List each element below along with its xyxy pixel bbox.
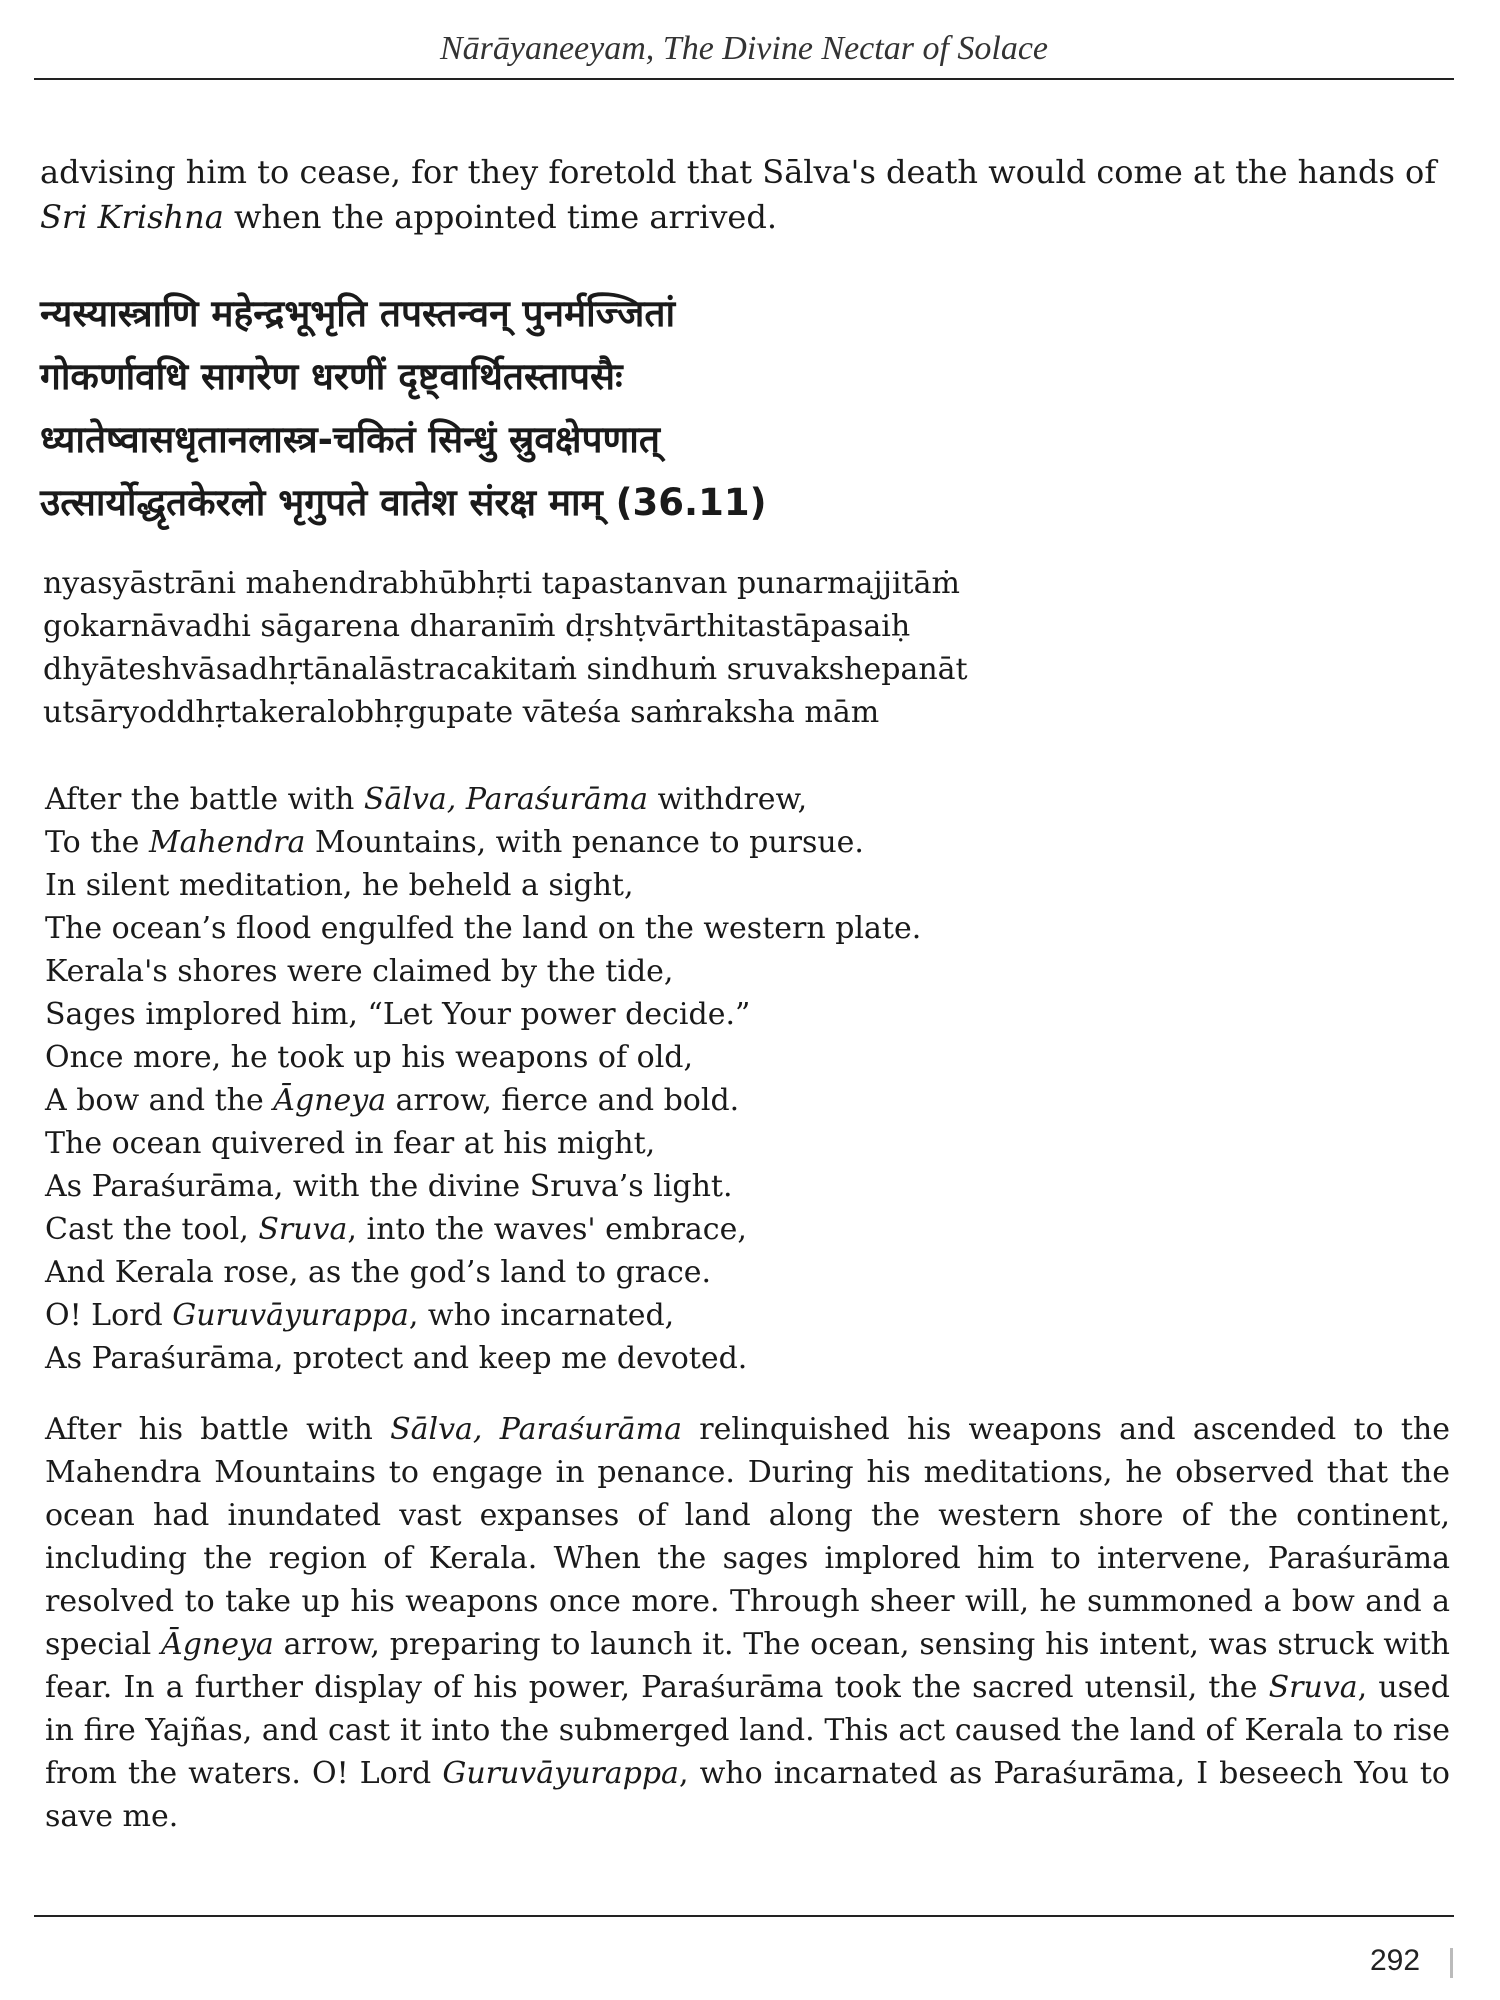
verse-line: Once more, he took up his weapons of old, xyxy=(45,1040,694,1075)
page-edge-mark xyxy=(1450,1948,1453,1978)
verse-line: The ocean quivered in fear at his might, xyxy=(45,1126,656,1161)
sanskrit-line: गोकर्णावधि सागरेण धरणीं दृष्ट्वार्थितस्तापसैः xyxy=(40,355,623,398)
sanskrit-line: ध्यातेष्वासधृतानलास्त्र-चकितं सिन्धुं स्रुवक्षेपणात् xyxy=(40,418,660,461)
footer-rule xyxy=(34,1915,1454,1917)
verse-line: O! Lord Guruvāyurappa, who incarnated, xyxy=(45,1298,675,1333)
verse-line: And Kerala rose, as the god’s land to grace. xyxy=(45,1255,712,1290)
transliteration-line: nyasyāstrāni mahendrabhūbhṛti tapastanvan punarmajjitāṁ xyxy=(43,566,960,601)
verse-line: Sages implored him, “Let Your power decide.” xyxy=(45,997,751,1032)
verse-line: As Paraśurāma, with the divine Sruva’s light. xyxy=(45,1169,733,1204)
verse-line: A bow and the Āgneya arrow, fierce and bold. xyxy=(45,1083,740,1118)
verse-line: Cast the tool, Sruva, into the waves' embrace, xyxy=(45,1212,747,1247)
prose-paragraph: After his battle with Sālva, Paraśurāma relinquished his weapons and ascended to the Mahendra Mountains to engage in penance. During his meditations, he observed that the ocean had inundated vast expanses of land along the western shore of the continent, including the region of Kerala. When the sages implored him to intervene, Paraśurāma resolved to take up his weapons once more. Through sheer will, he summoned a bow and a special Āgneya arrow, preparing to launch it. The ocean, sensing his intent, was struck with fear. In a further display of his power, Paraśurāma took the sacred utensil, the Sruva, used in fire Yajñas, and cast it into the submerged land. This act caused the land of Kerala to rise from the waters. O! Lord Guruvāyurappa, who incarnated as Paraśurāma, I beseech You to save me. xyxy=(45,1412,1450,1834)
page-number: 292 xyxy=(1370,1944,1421,1977)
verse-line: After the battle with Sālva, Paraśurāma withdrew, xyxy=(45,782,808,817)
verse-line: In silent meditation, he beheld a sight, xyxy=(45,868,634,903)
running-header: Nārāyaneeyam, The Divine Nectar of Solace xyxy=(439,30,1049,67)
verse-line: The ocean’s flood engulfed the land on the western plate. xyxy=(45,911,922,946)
transliteration-line: gokarnāvadhi sāgarena dharanīṁ dṛshṭvārthitastāpasaiḥ xyxy=(43,609,911,644)
sanskrit-line: न्यस्यास्त्राणि महेन्द्रभूभृति तपस्तन्वन् पुनर्मज्जितां xyxy=(40,292,676,335)
transliteration-line: utsāryoddhṛtakeralobhṛgupate vāteśa saṁraksha mām xyxy=(43,695,880,730)
verse-line: To the Mahendra Mountains, with penance to pursue. xyxy=(45,825,864,860)
verse-line: As Paraśurāma, protect and keep me devoted. xyxy=(45,1341,748,1376)
header-rule xyxy=(34,78,1454,80)
english-verse xyxy=(45,778,1445,1380)
transliteration xyxy=(43,562,1453,734)
sanskrit-verse xyxy=(40,282,1450,534)
transliteration-line: dhyāteshvāsadhṛtānalāstracakitaṁ sindhuṁ sruvakshepanāt xyxy=(43,652,968,687)
verse-line: Kerala's shores were claimed by the tide, xyxy=(45,954,674,989)
sanskrit-line: उत्सार्योद्धृतकेरलो भृगुपते वातेश संरक्ष माम् (36.11) xyxy=(40,481,767,524)
intro-paragraph: advising him to cease, for they foretold that Sālva's death would come at the hands of Sri Krishna when the appointed time arrived. xyxy=(40,153,1437,236)
